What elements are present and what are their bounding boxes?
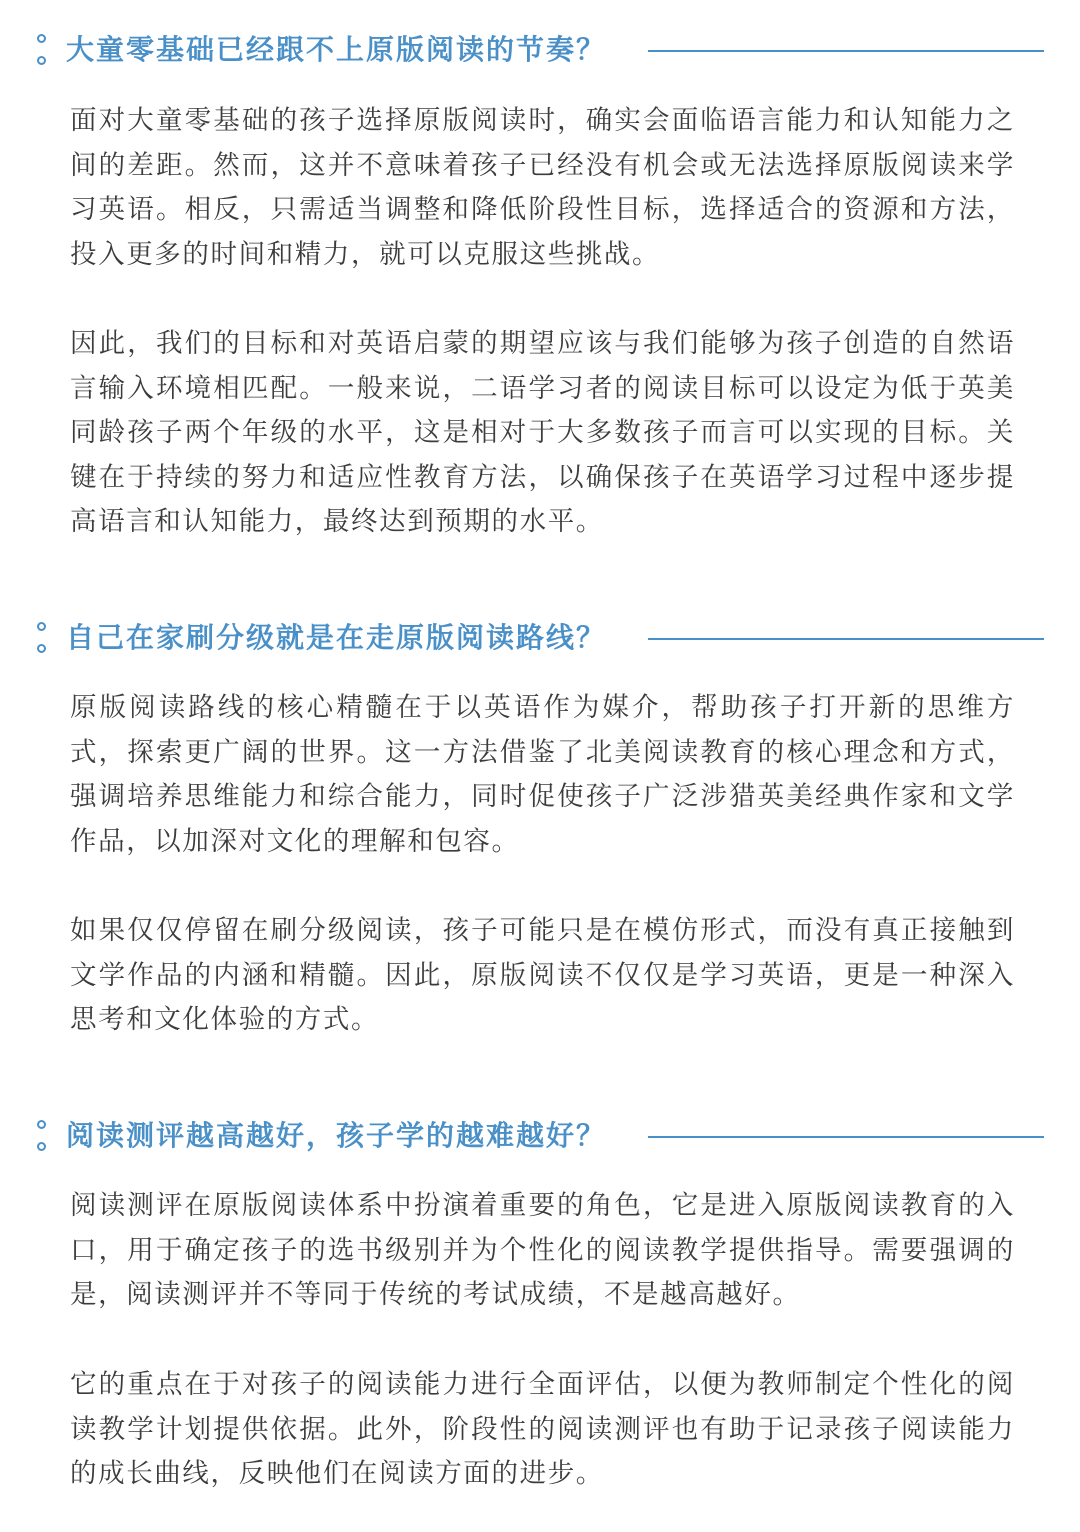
paragraph: 阅读测评在原版阅读体系中扮演着重要的角色，它是进入原版阅读教育的入口，用于确定孩子的选书级别并为个性化的阅读教学提供指导。需要强调的是，阅读测评并不等同于传统的考试成绩，不是越高越好。 (70, 1190, 1015, 1311)
paragraph: 它的重点在于对孩子的阅读能力进行全面评估，以便为教师制定个性化的阅读教学计划提供依据。此外，阶段性的阅读测评也有助于记录孩子阅读能力的成长曲线，反映他们在阅读方面的进步。 (70, 1369, 1015, 1490)
dot-icon (37, 622, 46, 631)
section-heading-row (0, 1112, 1080, 1172)
heading-dots-icon (37, 622, 51, 662)
dot-icon (37, 644, 46, 653)
section-heading-row (0, 614, 1080, 674)
paragraph: 面对大童零基础的孩子选择原版阅读时，确实会面临语言能力和认知能力之间的差距。然而，这并不意味着孩子已经没有机会或无法选择原版阅读来学习英语。相反，只需适当调整和降低阶段性目标，选择适合的资源和方法，投入更多的时间和精力，就可以克服这些挑战。 (70, 105, 1015, 270)
section-2 (0, 614, 1080, 674)
dot-icon (37, 56, 46, 65)
dot-icon (37, 34, 46, 43)
section-heading: 阅读测评越高越好，孩子学的越难越好？ (66, 1119, 607, 1152)
section-heading: 大童零基础已经跟不上原版阅读的节奏？ (66, 33, 607, 66)
heading-dots-icon (37, 34, 51, 74)
section-heading: 自己在家刷分级就是在走原版阅读路线？ (66, 621, 607, 654)
paragraph: 如果仅仅停留在刷分级阅读，孩子可能只是在模仿形式，而没有真正接触到文学作品的内涵和精髓。因此，原版阅读不仅仅是学习英语，更是一种深入思考和文化体验的方式。 (70, 915, 1015, 1036)
heading-divider (648, 1136, 1044, 1138)
heading-divider (648, 50, 1044, 52)
section-1 (0, 26, 1080, 86)
section-heading-row (0, 26, 1080, 86)
paragraph: 因此，我们的目标和对英语启蒙的期望应该与我们能够为孩子创造的自然语言输入环境相匹配。一般来说，二语学习者的阅读目标可以设定为低于英美同龄孩子两个年级的水平，这是相对于大多数孩子而言可以实现的目标。关键在于持续的努力和适应性教育方法，以确保孩子在英语学习过程中逐步提高语言和认知能力，最终达到预期的水平。 (70, 328, 1015, 538)
section-3 (0, 1112, 1080, 1172)
dot-icon (37, 1142, 46, 1151)
heading-dots-icon (37, 1120, 51, 1160)
paragraph: 原版阅读路线的核心精髓在于以英语作为媒介，帮助孩子打开新的思维方式，探索更广阔的世界。这一方法借鉴了北美阅读教育的核心理念和方式，强调培养思维能力和综合能力，同时促使孩子广泛涉猎英美经典作家和文学作品，以加深对文化的理解和包容。 (70, 692, 1015, 857)
heading-divider (648, 638, 1044, 640)
dot-icon (37, 1120, 46, 1129)
